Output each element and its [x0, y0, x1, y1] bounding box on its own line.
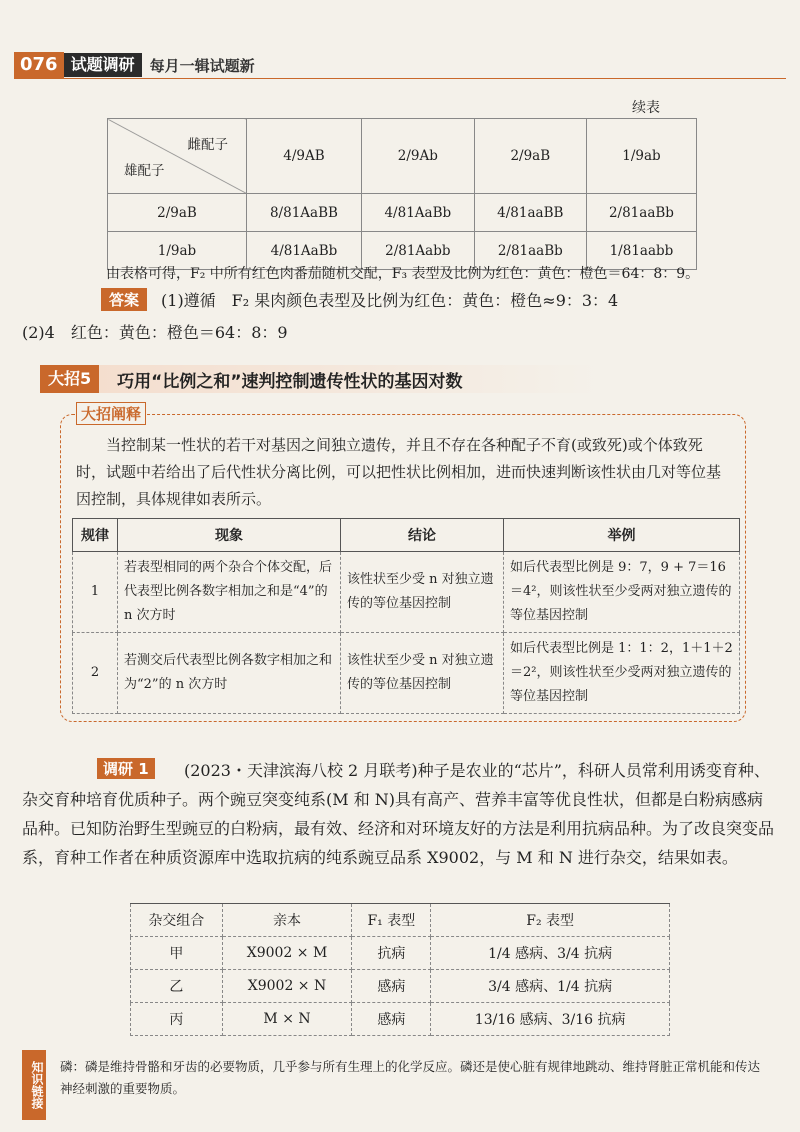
table-header-row [73, 519, 740, 552]
page-number: 076 [14, 52, 64, 78]
table-cell: 乙 [131, 970, 223, 1003]
cross-table [130, 903, 670, 1036]
col-header: 1/9ab [586, 119, 696, 194]
answer-line-1 [101, 288, 618, 311]
header-subtitle: 每月一辑试题新 [149, 56, 255, 75]
table-cell: 4/81AaBb [361, 194, 474, 232]
col-header: 现象 [118, 519, 341, 552]
table-row [108, 194, 697, 232]
col-header: 4/9AB [247, 119, 362, 194]
row-header: 2/9aB [108, 194, 247, 232]
big-move-title: 巧用“比例之和”速判控制遗传性状的基因对数 [117, 371, 463, 392]
answer-tag: 答案 [101, 288, 147, 311]
table-cell: 感病 [352, 970, 431, 1003]
table-cell: 1/4 感病、3/4 抗病 [431, 937, 670, 970]
col-header: 亲本 [222, 904, 352, 937]
table-cell: 2/81Aabb [361, 232, 474, 270]
corner-top: 雌配子 [187, 137, 228, 153]
gamete-table [107, 118, 697, 270]
table-cell: 2/81aaBb [474, 232, 586, 270]
explain-tag: 大招阐释 [76, 402, 146, 425]
research-source: (2023・天津滨海八校 2 月联考) [184, 761, 418, 780]
footer-note: 磷：磷是维持骨骼和牙齿的必要物质，几乎参与所有生理上的化学反应。磷还是使心脏有规律地跳动、维持肾脏正常机能和传达神经刺激的重要物质。 [60, 1059, 761, 1096]
continued-label: 续表 [632, 100, 660, 116]
table-row [131, 970, 670, 1003]
big-move-tag: 大招5 [40, 365, 99, 393]
col-header: 杂交组合 [131, 904, 223, 937]
table-header-row [131, 904, 670, 937]
conclusion-cell: 该性状至少受 n 对独立遗传的等位基因控制 [341, 633, 504, 714]
table-cell: 2/81aaBb [586, 194, 696, 232]
rules-table [72, 518, 740, 714]
phenomenon-cell: 若测交后代表型比例各数字相加之和为“2”的 n 次方时 [118, 633, 341, 714]
table-cell: M × N [222, 1003, 352, 1036]
research-tag: 调研 1 [97, 758, 155, 779]
col-header: 2/9Ab [361, 119, 474, 194]
page-header [0, 0, 800, 90]
rule-number: 2 [73, 633, 118, 714]
research-paragraph [22, 756, 778, 872]
table-cell: 1/81aabb [586, 232, 696, 270]
col-header: 结论 [341, 519, 504, 552]
header-divider [14, 78, 786, 79]
col-header: F₁ 表型 [352, 904, 431, 937]
phenomenon-cell: 若表型相同的两个杂合个体交配，后代表型比例各数字相加之和是“4”的 n 次方时 [118, 552, 341, 633]
section-title: 试题调研 [64, 53, 142, 77]
table-cell: 丙 [131, 1003, 223, 1036]
big-move-banner [40, 365, 600, 393]
table-cell: 13/16 感病、3/16 抗病 [431, 1003, 670, 1036]
table-row [108, 119, 697, 194]
answer-text-1: (1)遵循 F₂ 果肉颜色表型及比例为红色：黄色：橙色≈9：3：4 [161, 291, 619, 310]
row-header: 1/9ab [108, 232, 247, 270]
table-row [131, 937, 670, 970]
corner-bottom: 雄配子 [124, 163, 165, 179]
example-cell: 如后代表型比例是 9：7，9 + 7＝16＝4²，则该性状至少受两对独立遗传的等位基因控制 [504, 552, 740, 633]
table-cell: 3/4 感病、1/4 抗病 [431, 970, 670, 1003]
table-cell: 4/81aaBB [474, 194, 586, 232]
col-header: 举例 [504, 519, 740, 552]
rule-number: 1 [73, 552, 118, 633]
answer-text-2: (2)4 红色：黄色：橙色＝64：8：9 [22, 323, 288, 342]
conclusion-paragraph: 由表格可得，F₂ 中所有红色肉番茄随机交配，F₃ 表型及比例为红色：黄色：橙色＝64：8：9。 [106, 266, 700, 282]
table-row [73, 633, 740, 714]
table-cell: X9002 × N [222, 970, 352, 1003]
table-row [131, 1003, 670, 1036]
header-badge [14, 52, 255, 78]
knowledge-link-tag: 知识链接 [22, 1050, 46, 1120]
conclusion-cell: 该性状至少受 n 对独立遗传的等位基因控制 [341, 552, 504, 633]
research-text: 种子是农业的“芯片”，科研人员常利用诱变育种、杂交育种培育优质种子。两个豌豆突变纯系(M 和 N)具有高产、营养丰富等优良性状，但都是白粉病感病品种。已知防治野生型豌豆的白粉病，最有效、经济和对环境友好的方法是利用抗病品种。为了改良突变品系，育种工作者在种质资源库中选取抗病的纯系豌豆品系 X9002，与 M 和 N 进行杂交，结果如表。 [22, 761, 775, 867]
table-cell: X9002 × M [222, 937, 352, 970]
explain-intro: 当控制某一性状的若干对基因之间独立遗传，并且不存在各种配子不育(或致死)或个体致死时，试题中若给出了后代性状分离比例，可以把性状比例相加，进而快速判断该性状由几对等位基因控制，具体规律如表所示。 [76, 436, 722, 508]
table-cell: 甲 [131, 937, 223, 970]
table-cell: 4/81AaBb [247, 232, 362, 270]
example-cell: 如后代表型比例是 1：1：2，1＋1＋2＝2²，则该性状至少受两对独立遗传的等位基因控制 [504, 633, 740, 714]
table-row [73, 552, 740, 633]
col-header: 2/9aB [474, 119, 586, 194]
col-header: 规律 [73, 519, 118, 552]
table-cell: 抗病 [352, 937, 431, 970]
table-cell: 感病 [352, 1003, 431, 1036]
col-header: F₂ 表型 [431, 904, 670, 937]
corner-cell [108, 119, 247, 194]
table-cell: 8/81AaBB [247, 194, 362, 232]
